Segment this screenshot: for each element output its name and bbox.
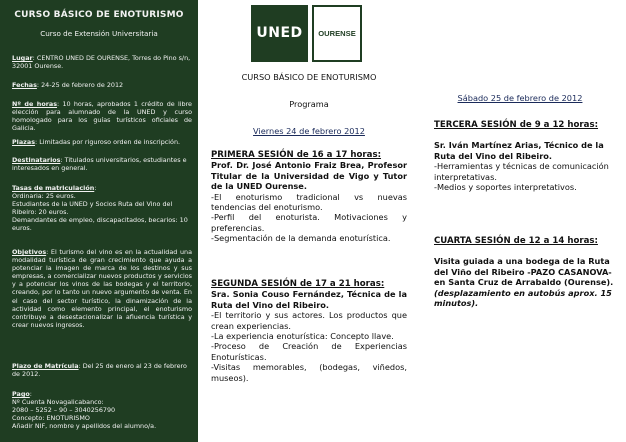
- session-1-item: -El enoturismo tradicional vs nuevas tendencias del enoturismo.: [211, 191, 407, 213]
- destinatarios-label: Destinatarios: [12, 156, 61, 164]
- tasas-colon: :: [94, 184, 97, 192]
- tasas-block: [12, 184, 192, 233]
- session-4: [434, 236, 614, 308]
- info-panel: [0, 0, 198, 442]
- session-2: [211, 279, 407, 383]
- panel-title: CURSO BÁSICO DE ENOTURISMO: [14, 10, 184, 20]
- horas-text: : 10 horas, aprobados 1 crédito de libre elección para alumnado de la UNED y curso homologado para los guías turísticos oficiales de Galicia.: [12, 100, 192, 133]
- fechas-block: [12, 81, 192, 89]
- panel-subtitle: Curso de Extensión Universitaria: [40, 29, 158, 38]
- pago-colon: :: [29, 390, 32, 398]
- session-1-item: -Segmentación de la demanda enoturística.: [211, 233, 391, 244]
- saturday-date: Sábado 25 de febrero de 2012: [457, 93, 583, 103]
- plazo-block: [12, 362, 192, 378]
- plazas-text: : Limitadas por riguroso orden de inscripción.: [35, 138, 181, 146]
- session-2-heading: SEGUNDA SESIÓN de 17 a 21 horas:: [211, 279, 385, 289]
- plazo-label: Plazo de Matrícula: [12, 362, 79, 370]
- pago-concepto: Concepto: ENOTURISMO: [12, 414, 90, 423]
- plazas-block: [12, 138, 192, 146]
- horas-label: Nº de horas: [12, 100, 58, 108]
- session-1-speaker: Prof. Dr. José Antonio Fraiz Brea, Profesor Titular de la Universidad de Vigo y Tutor de la UNED Ourense.: [211, 160, 407, 192]
- session-4-heading: CUARTA SESIÓN de 12 a 14 horas:: [434, 236, 598, 246]
- destinatarios-block: [12, 156, 192, 172]
- pago-block: [12, 390, 192, 430]
- session-1-heading: PRIMERA SESIÓN de 16 a 17 horas:: [211, 150, 382, 160]
- tasa-ordinaria: Ordinaria: 25 euros.: [12, 192, 76, 201]
- tasa-estudiantes: Estudiantes de la UNED y Socios Ruta del Vino del Ribeiro: 20 euros.: [12, 200, 173, 217]
- horas-block: [12, 100, 192, 132]
- objetivos-text: : El turismo del vino es en la actualidad una modalidad turística de gran crecimiento que ayuda a potenciar la imagen de marca de los destinos y sus empresas, a comercializar nuevos productos y servicios y a potenciar los vinos de las bodegas y el territorio, creando, por lo tanto un nuevo argumento de venta. En el caso del sector turístico, la dinamización de la actividad como elemento principal, el enoturismo contribuye a desestacionalizar la afluencia turística y crear nuevos ingresos.: [12, 248, 192, 329]
- friday-date: Viernes 24 de febrero 2012: [253, 126, 365, 136]
- session-2-speaker: Sra. Sonia Couso Fernández, Técnica de la Ruta del Vino del Ribeiro.: [211, 289, 407, 310]
- session-2-item: -El territorio y sus actores. Los productos que crean experiencias.: [211, 310, 407, 331]
- tasas-label: Tasas de matriculación: [12, 184, 95, 192]
- session-1: [211, 150, 407, 244]
- session-3-item: -Medios y soportes interpretativos.: [434, 182, 577, 193]
- fechas-label: Fechas: [12, 81, 37, 89]
- ourense-logo: [312, 5, 362, 62]
- programa-heading: Programa: [289, 99, 329, 109]
- pago-cuenta-number: 2080 – 5252 – 90 – 3040256790: [12, 406, 116, 415]
- fechas-text: : 24-25 de febrero de 2012: [36, 81, 124, 89]
- lugar-block: [12, 54, 192, 70]
- session-4-note: (desplazamiento en autobús aprox. 15 minutos).: [434, 287, 612, 309]
- tasa-demandantes: Demandantes de empleo, discapacitados, becarios: 10 euros.: [12, 216, 188, 233]
- session-2-item: -La experiencia enoturística: Concepto llave.: [211, 331, 394, 342]
- session-4-text: Visita guiada a una bodega de la Ruta del Viño del Ribeiro -PAZO CASANOVA- en Santa Cruz de Arrabaldo (Ourense).: [434, 256, 614, 288]
- session-3-heading: TERCERA SESIÓN de 9 a 12 horas:: [434, 120, 599, 130]
- session-2-item: -Visitas memorables, (bodegas, viñedos, museos).: [211, 362, 407, 383]
- pago-cuenta-label: Nº Cuenta Novagalicabanco:: [12, 398, 104, 407]
- session-3-speaker: Sr. Iván Martínez Arias, Técnico de la Ruta del Vino del Ribeiro.: [434, 140, 604, 161]
- session-2-item: -Proceso de Creación de Experiencias Enoturísticas.: [211, 341, 407, 362]
- course-title: CURSO BÁSICO DE ENOTURISMO: [241, 72, 377, 82]
- destinatarios-text: : Titulados universitarios, estudiantes e interesados en general.: [12, 156, 187, 173]
- pago-nif: Añadir NIF, nombre y apellidos del alumno/a.: [12, 422, 157, 431]
- session-1-item: -Perfil del enoturista. Motivaciones y preferencias.: [211, 212, 407, 233]
- uned-logo: UNED: [251, 5, 308, 62]
- objetivos-label: Objetivos: [12, 248, 47, 256]
- pago-label: Pago: [12, 390, 30, 398]
- objetivos-block: [12, 248, 192, 329]
- plazas-label: Plazas: [12, 138, 36, 146]
- plazo-text: : Del 25 de enero al 23 de febrero de 2012.: [12, 362, 187, 379]
- ourense-logo-text: OURENSE: [318, 29, 356, 38]
- lugar-label: Lugar: [12, 54, 33, 62]
- session-3-item: -Herramientas y técnicas de comunicación interpretativas.: [434, 161, 609, 182]
- session-3: [434, 120, 614, 192]
- lugar-text: : CENTRO UNED DE OURENSE, Torres do Pino s/n, 32001 Ourense.: [12, 54, 191, 71]
